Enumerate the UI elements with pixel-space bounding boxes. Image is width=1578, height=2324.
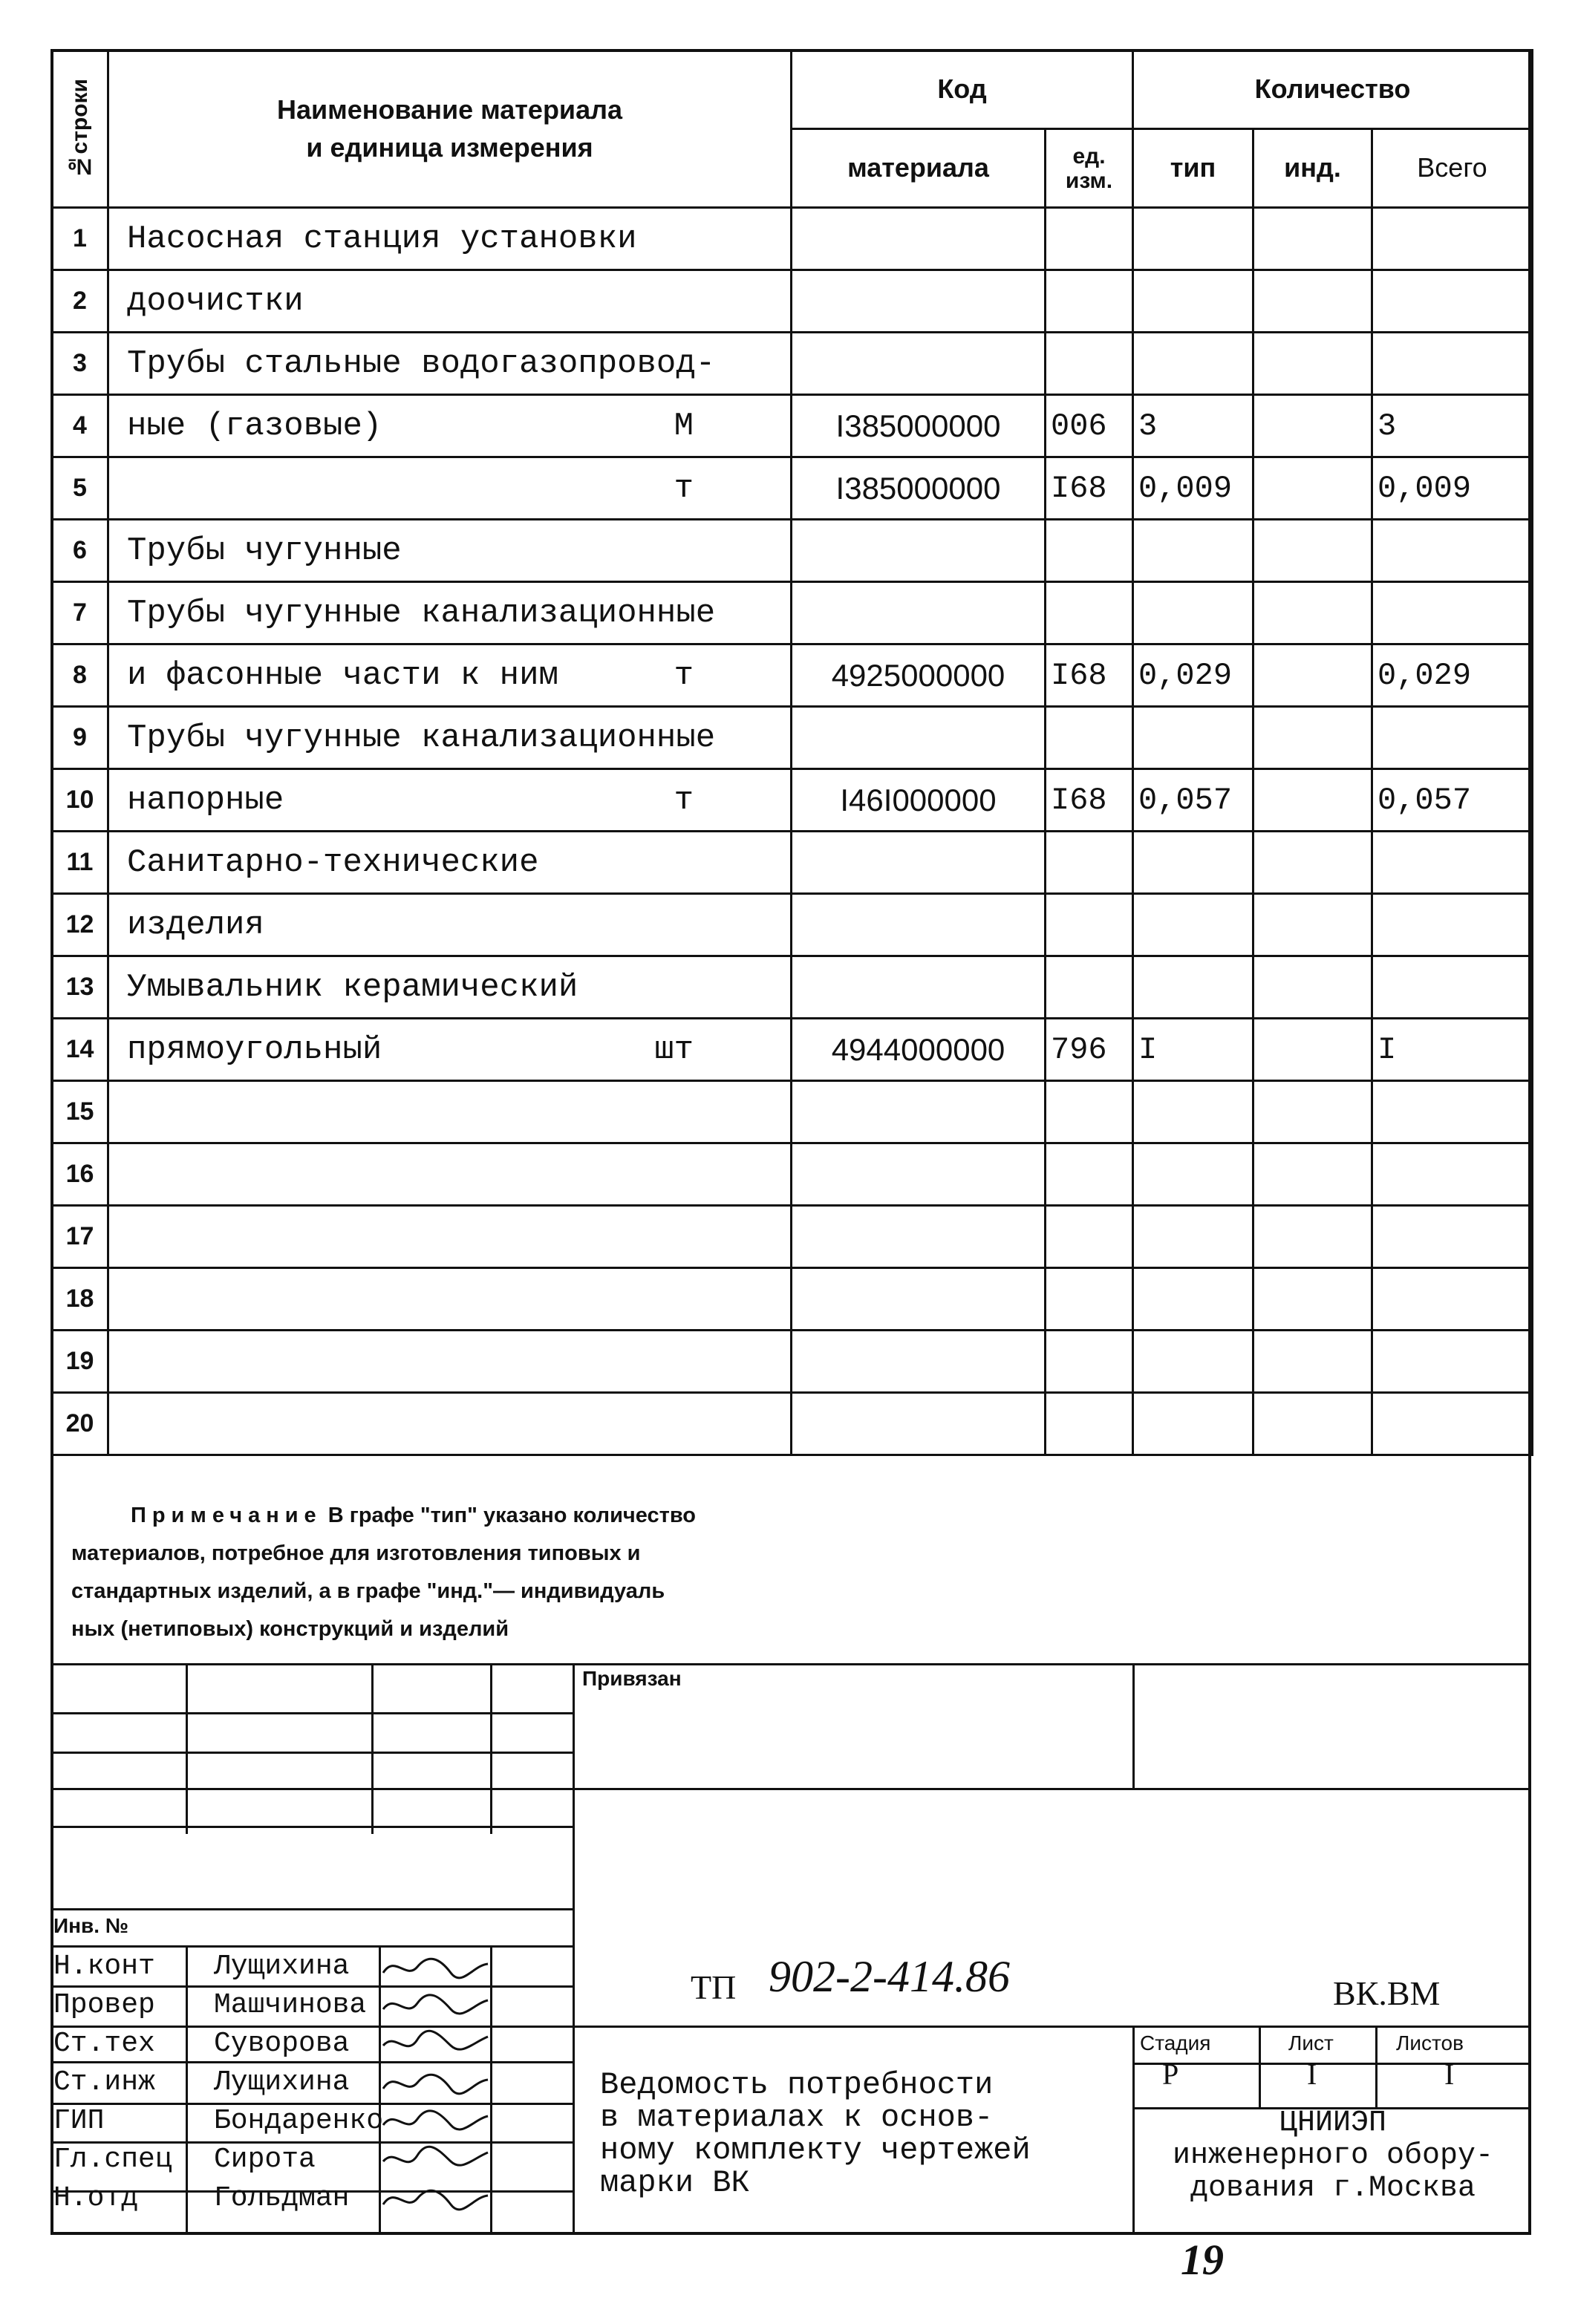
stamp-role: Ст.инж — [53, 2066, 155, 2098]
table-row — [52, 270, 1533, 333]
stamp-role: Н.отд — [53, 2182, 139, 2214]
qty-tip — [1133, 582, 1253, 644]
material-code — [792, 1081, 1046, 1143]
material-name — [108, 520, 792, 582]
qty-tip — [1133, 1081, 1253, 1143]
header-material-name: Наименование материала и единица измерения — [108, 50, 792, 208]
material-code — [792, 270, 1046, 333]
qty-total — [1372, 1143, 1533, 1206]
material-code — [792, 520, 1046, 582]
unit-code — [1046, 1081, 1133, 1143]
header-ind: инд. — [1253, 129, 1372, 208]
note-label: Примечание — [131, 1504, 322, 1527]
unit-code: I68 — [1046, 644, 1133, 707]
note-line-2: материалов, потребное для изготовления типовых и — [71, 1541, 641, 1565]
qty-total: 0,057 — [1372, 769, 1533, 832]
table-row — [52, 707, 1533, 769]
material-name — [108, 894, 792, 956]
material-name-text: прямоугольный — [127, 1031, 382, 1068]
qty-total — [1372, 956, 1533, 1019]
stamp-role: Гл.спец — [53, 2144, 172, 2176]
qty-ind — [1253, 956, 1372, 1019]
table-row — [52, 956, 1533, 1019]
qty-tip — [1133, 1393, 1253, 1455]
table-row — [52, 395, 1533, 457]
material-name — [108, 457, 792, 520]
qty-tip — [1133, 1143, 1253, 1206]
stamp-role: Н.конт — [53, 1951, 155, 1982]
row-number: 5 — [52, 457, 108, 520]
stamp-role: Провер — [53, 1989, 155, 2021]
qty-ind — [1253, 832, 1372, 894]
material-code — [792, 1331, 1046, 1393]
table-row — [52, 894, 1533, 956]
material-code — [792, 1143, 1046, 1206]
qty-tip — [1133, 208, 1253, 270]
unit-code — [1046, 1331, 1133, 1393]
qty-ind — [1253, 333, 1372, 395]
material-name — [108, 208, 792, 270]
material-code — [792, 208, 1046, 270]
signature — [380, 2105, 492, 2138]
row-number: 16 — [52, 1143, 108, 1206]
stamp-role: ГИП — [53, 2105, 105, 2137]
unit-of-measure: т — [674, 781, 694, 819]
sheets-value: I — [1444, 2057, 1455, 2091]
qty-tip — [1133, 894, 1253, 956]
sheet-value: I — [1307, 2057, 1317, 2091]
material-name-text: Санитарно-технические — [127, 843, 539, 881]
qty-ind — [1253, 1393, 1372, 1455]
qty-ind — [1253, 520, 1372, 582]
sheets-label: Листов — [1396, 2031, 1464, 2054]
table-row — [52, 1206, 1533, 1268]
qty-total — [1372, 832, 1533, 894]
table-row — [52, 1143, 1533, 1206]
material-name — [108, 333, 792, 395]
header-unit-code: ед. изм. — [1046, 129, 1133, 208]
sheet-label: Лист — [1288, 2031, 1334, 2054]
qty-tip: 3 — [1133, 395, 1253, 457]
row-number: 14 — [52, 1019, 108, 1081]
row-number: 15 — [52, 1081, 108, 1143]
qty-total — [1372, 1268, 1533, 1331]
linked-label: Привязан — [582, 1667, 682, 1690]
material-code — [792, 707, 1046, 769]
header-material-code: материала — [792, 129, 1046, 208]
drawing-mark: ВК.ВМ — [1333, 1974, 1441, 2012]
material-code: I385000000 — [792, 395, 1046, 457]
row-number: 4 — [52, 395, 108, 457]
signature — [380, 2182, 492, 2215]
qty-tip: 0,009 — [1133, 457, 1253, 520]
material-name — [108, 1019, 792, 1081]
material-name-text: Трубы чугунные — [127, 532, 402, 569]
unit-code — [1046, 1268, 1133, 1331]
material-code: 4944000000 — [792, 1019, 1046, 1081]
row-number: 17 — [52, 1206, 108, 1268]
qty-ind — [1253, 1268, 1372, 1331]
table-row — [52, 1268, 1533, 1331]
unit-code: I68 — [1046, 769, 1133, 832]
stamp-person-name: Суворова — [214, 2028, 350, 2060]
signature — [380, 1989, 492, 2022]
table-row — [52, 832, 1533, 894]
qty-tip — [1133, 333, 1253, 395]
qty-ind — [1253, 208, 1372, 270]
qty-ind — [1253, 894, 1372, 956]
qty-ind — [1253, 1331, 1372, 1393]
qty-tip — [1133, 832, 1253, 894]
signature — [380, 2028, 492, 2060]
unit-code — [1046, 1143, 1133, 1206]
qty-ind — [1253, 395, 1372, 457]
unit-code — [1046, 832, 1133, 894]
row-number: 8 — [52, 644, 108, 707]
qty-ind — [1253, 1143, 1372, 1206]
signature — [380, 2144, 492, 2176]
material-name-text: Трубы чугунные канализационные — [127, 719, 716, 757]
unit-code: 006 — [1046, 395, 1133, 457]
material-code — [792, 333, 1046, 395]
material-name — [108, 769, 792, 832]
qty-total — [1372, 1393, 1533, 1455]
unit-of-measure: т — [674, 656, 694, 694]
qty-ind — [1253, 1206, 1372, 1268]
unit-code — [1046, 582, 1133, 644]
row-number: 10 — [52, 769, 108, 832]
unit-code — [1046, 520, 1133, 582]
qty-tip — [1133, 520, 1253, 582]
qty-total: 0,029 — [1372, 644, 1533, 707]
unit-code — [1046, 333, 1133, 395]
organization: ЦНИИЭП инженерного обору- дования г.Москва — [1172, 2106, 1494, 2205]
qty-ind — [1253, 270, 1372, 333]
row-number: 7 — [52, 582, 108, 644]
row-number: 12 — [52, 894, 108, 956]
stamp-person-name: Бондаренко — [214, 2105, 384, 2137]
material-name — [108, 1143, 792, 1206]
table-row — [52, 1331, 1533, 1393]
row-number: 1 — [52, 208, 108, 270]
table-row — [52, 644, 1533, 707]
qty-ind — [1253, 582, 1372, 644]
unit-code: I68 — [1046, 457, 1133, 520]
row-number: 13 — [52, 956, 108, 1019]
qty-tip: I — [1133, 1019, 1253, 1081]
material-name — [108, 832, 792, 894]
unit-code — [1046, 894, 1133, 956]
unit-code — [1046, 1206, 1133, 1268]
unit-code — [1046, 208, 1133, 270]
row-number: 9 — [52, 707, 108, 769]
table-row — [52, 1393, 1533, 1455]
material-name — [108, 1331, 792, 1393]
qty-ind — [1253, 1019, 1372, 1081]
materials-table — [50, 49, 1533, 1456]
note-line-1: В графе "тип" указано количество — [327, 1504, 696, 1527]
tp-number: 902-2-414.86 — [769, 1952, 1010, 2001]
row-number: 6 — [52, 520, 108, 582]
note-line-3: стандартных изделий, а в графе "инд."— индивидуаль — [71, 1579, 665, 1603]
row-number: 18 — [52, 1268, 108, 1331]
stamp-person-name: Сирота — [214, 2144, 316, 2176]
qty-tip — [1133, 956, 1253, 1019]
qty-ind — [1253, 644, 1372, 707]
material-name — [108, 1081, 792, 1143]
qty-total — [1372, 208, 1533, 270]
stamp-person-name: Машчинова — [214, 1989, 367, 2021]
stamp-role: Ст.тех — [53, 2028, 155, 2060]
material-code — [792, 1206, 1046, 1268]
material-name-text: Трубы стальные водогазопровод- — [127, 345, 716, 382]
stamp-person-name: Гольдман — [214, 2182, 350, 2214]
row-number: 3 — [52, 333, 108, 395]
qty-total — [1372, 1206, 1533, 1268]
qty-total: 0,009 — [1372, 457, 1533, 520]
stage-value: Р — [1162, 2057, 1179, 2091]
unit-code — [1046, 707, 1133, 769]
qty-total: 3 — [1372, 395, 1533, 457]
table-row — [52, 333, 1533, 395]
row-number: 11 — [52, 832, 108, 894]
qty-total — [1372, 582, 1533, 644]
table-row — [52, 769, 1533, 832]
qty-total — [1372, 1081, 1533, 1143]
qty-tip: 0,057 — [1133, 769, 1253, 832]
qty-ind — [1253, 769, 1372, 832]
material-name-text: напорные — [127, 781, 284, 819]
qty-ind — [1253, 707, 1372, 769]
qty-tip — [1133, 1268, 1253, 1331]
qty-total — [1372, 1331, 1533, 1393]
table-row — [52, 1019, 1533, 1081]
inventory-number-label: Инв. № — [53, 1914, 129, 1937]
unit-of-measure: шт — [654, 1031, 694, 1068]
qty-total — [1372, 520, 1533, 582]
material-name — [108, 644, 792, 707]
header-tip: тип — [1133, 129, 1253, 208]
note — [71, 1497, 1111, 1648]
stamp-person-name: Лущихина — [214, 2066, 350, 2098]
qty-tip — [1133, 1331, 1253, 1393]
material-name — [108, 582, 792, 644]
material-name — [108, 707, 792, 769]
unit-code — [1046, 1393, 1133, 1455]
header-total: Всего — [1372, 129, 1533, 208]
material-name-text: изделия — [127, 906, 264, 944]
material-name-text: доочистки — [127, 282, 304, 320]
note-line-4: ных (нетиповых) конструкций и изделий — [71, 1617, 509, 1641]
material-code: I46I000000 — [792, 769, 1046, 832]
header-code: Код — [792, 50, 1133, 129]
qty-total — [1372, 707, 1533, 769]
unit-code: 796 — [1046, 1019, 1133, 1081]
tp-label: ТП — [691, 1968, 737, 2006]
qty-tip: 0,029 — [1133, 644, 1253, 707]
unit-of-measure: М — [674, 407, 694, 445]
material-code: I385000000 — [792, 457, 1046, 520]
stage-label: Стадия — [1140, 2031, 1211, 2054]
table-row — [52, 457, 1533, 520]
material-name — [108, 1268, 792, 1331]
document-title: Ведомость потребности в материалах к основ- ному комплекту чертежей марки ВК — [600, 2067, 1031, 2201]
material-code — [792, 894, 1046, 956]
qty-ind — [1253, 1081, 1372, 1143]
qty-ind — [1253, 457, 1372, 520]
unit-code — [1046, 956, 1133, 1019]
qty-tip — [1133, 1206, 1253, 1268]
material-code — [792, 582, 1046, 644]
material-code — [792, 1393, 1046, 1455]
table-row — [52, 582, 1533, 644]
material-code: 4925000000 — [792, 644, 1046, 707]
page-number: 19 — [1181, 2236, 1224, 2284]
material-name-text: ные (газовые) — [127, 407, 382, 445]
material-name-text: Насосная станция установки — [127, 220, 637, 258]
stamp-person-name: Лущихина — [214, 1951, 350, 1982]
qty-tip — [1133, 707, 1253, 769]
table-row — [52, 1081, 1533, 1143]
material-code — [792, 832, 1046, 894]
material-code — [792, 1268, 1046, 1331]
row-number: 20 — [52, 1393, 108, 1455]
header-quantity: Количество — [1133, 50, 1533, 129]
material-name — [108, 956, 792, 1019]
row-number: 19 — [52, 1331, 108, 1393]
material-name-text: Трубы чугунные канализационные — [127, 594, 716, 632]
row-number: 2 — [52, 270, 108, 333]
material-name-text: и фасонные части к ним — [127, 656, 558, 694]
unit-code — [1046, 270, 1133, 333]
qty-total — [1372, 333, 1533, 395]
header-row-number: №строки — [52, 50, 108, 208]
qty-total — [1372, 270, 1533, 333]
signature — [380, 1951, 492, 1983]
table-row — [52, 208, 1533, 270]
qty-total: I — [1372, 1019, 1533, 1081]
material-name-text: Умывальник керамический — [127, 968, 578, 1006]
material-code — [792, 956, 1046, 1019]
material-name — [108, 1393, 792, 1455]
signature — [380, 2066, 492, 2099]
qty-total — [1372, 894, 1533, 956]
unit-of-measure: т — [674, 469, 694, 507]
table-row — [52, 520, 1533, 582]
qty-tip — [1133, 270, 1253, 333]
material-name — [108, 395, 792, 457]
material-name — [108, 1206, 792, 1268]
material-name — [108, 270, 792, 333]
